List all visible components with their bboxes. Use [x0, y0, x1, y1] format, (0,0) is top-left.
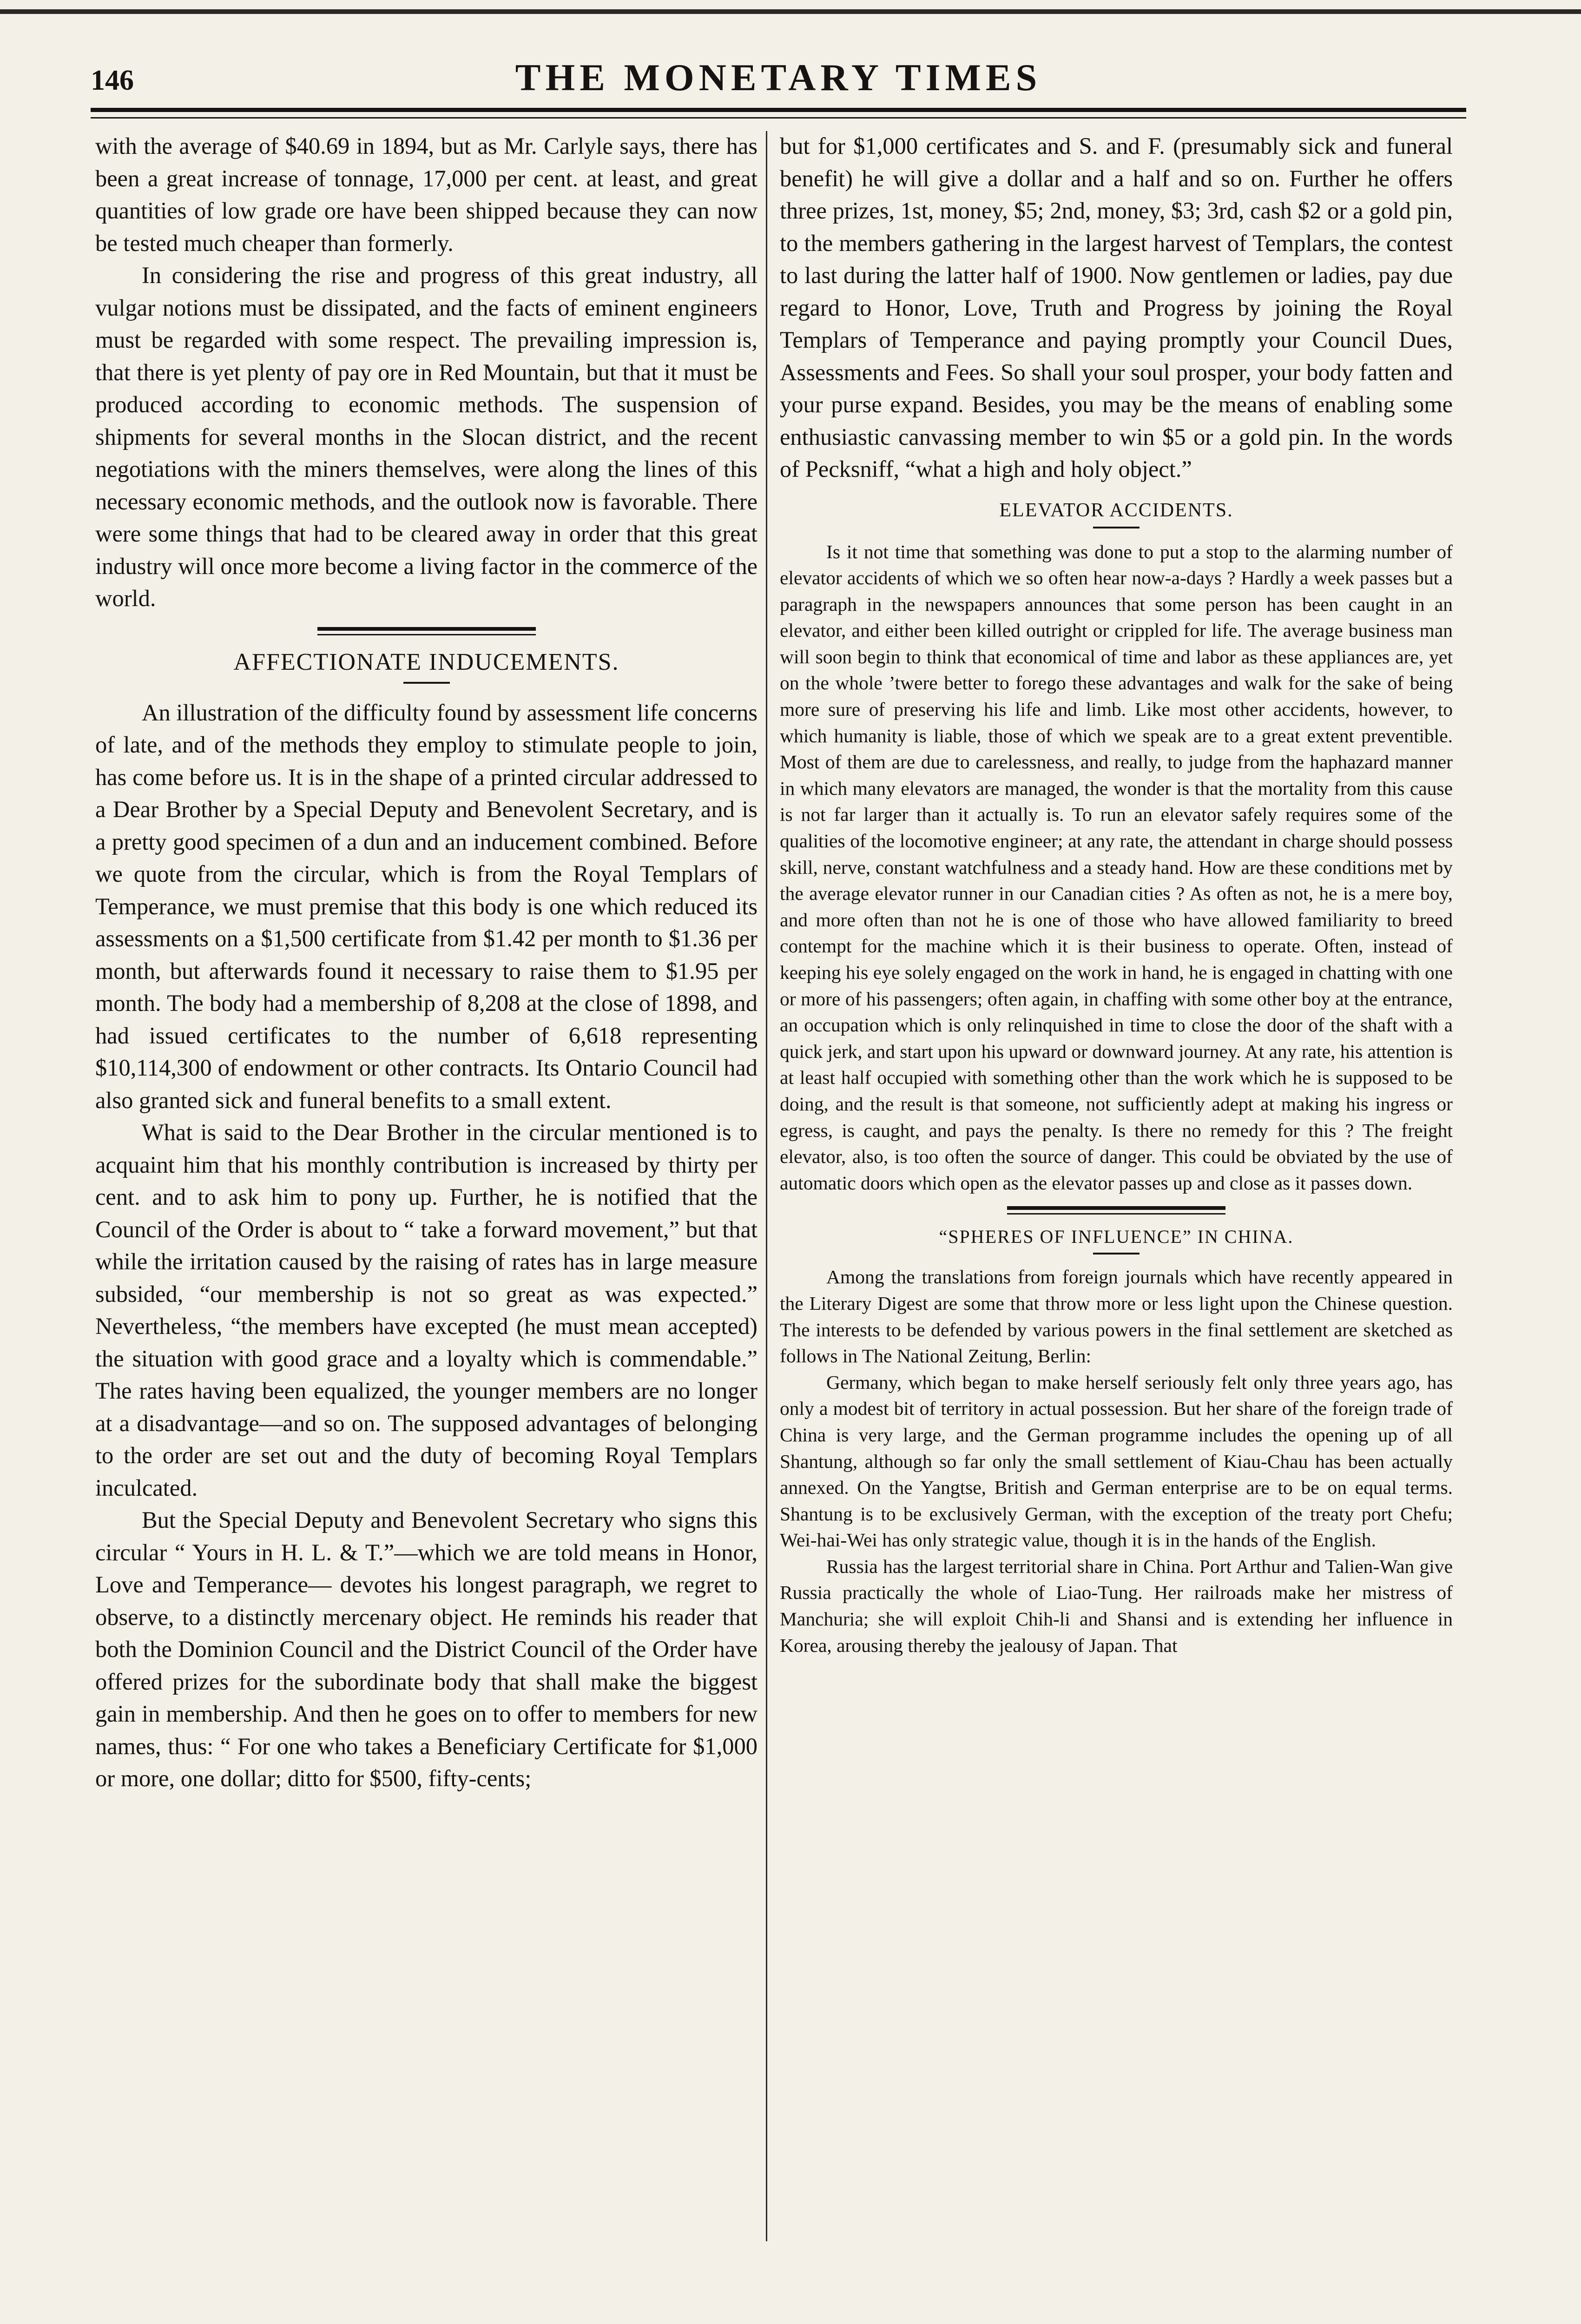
title-underline: [1093, 527, 1140, 528]
article-paragraph: Russia has the largest territorial share in China. Port Arthur and Talien-Wan give Russia practically the whole of Liao-Tung. Her railroads make her mistress of Manchuria; she will exploit Chih-li and Shansi and is extending her influence in Korea, arousing thereby the jealousy of Japan. That: [780, 1555, 1453, 1656]
title-underline: [403, 682, 450, 684]
page-number: 146: [91, 65, 134, 96]
article-paragraph: But the Special Deputy and Benevolent Secretary who signs this circular “ Yours in H. L. & T.”—which we are told means in Honor, Love and Temperance— devotes his longest paragraph, we regret to observe, to a distinctly mercenary object. He reminds his reader that both the Dominion Council and the District Council of the Order have offered prizes for the subordinate body that shall make the biggest gain in membership. And then he goes on to offer to members for new names, thus: “ For one who takes a Beneficiary Certificate for $1,000 or more, one dollar; ditto for $500, fifty-cents;: [95, 1507, 758, 1791]
header-rule-thin: [91, 117, 1466, 119]
article-paragraph: An illustration of the difficulty found by assessment life concerns of late, and of the methods they employ to stimulate people to join, has come before us. It is in the shape of a printed circular addressed to a Dear Brother by a Special Deputy and Benevolent Secretary, and is a pretty good specimen of a dun and an inducement combined. Before we quote from the circular, which is from the Royal Templars of Temperance, we must premise that this body is one which reduced its assessments on a $1,500 certificate from $1.42 per month to $1.36 per month, but afterwards found it necessary to raise them to $1.95 per month. The body had a membership of 8,208 at the close of 1898, and had issued certificates to the number of 6,618 representing $10,114,300 of endowment or other contracts. Its Ontario Council had also granted sick and funeral benefits to a small extent.: [95, 699, 758, 1113]
left-column: [95, 130, 758, 1795]
section-divider: [1007, 1206, 1225, 1219]
top-edge-rule: [0, 9, 1581, 14]
title-underline: [1093, 1253, 1140, 1254]
article-paragraph: In considering the rise and progress of this great industry, all vulgar notions must be dissipated, and the facts of eminent engineers must be regarded with some respect. The prevailing impression is, that there is yet plenty of pay ore in Red Mountain, but that it must be produced according to economic methods. The suspension of shipments for several months in the Slocan district, and the recent negotiations with the miners themselves, were along the lines of this necessary economic methods, and the outlook now is favorable. There were some things that had to be cleared away in order that this great industry will once more become a living factor in the commerce of the world.: [95, 262, 758, 611]
section-title-spheres-of-influence: “SPHERES OF INFLUENCE” IN CHINA.: [939, 1226, 1294, 1248]
section-divider: [317, 627, 536, 640]
header-rule-thick: [91, 108, 1466, 112]
paper-title: THE MONETARY TIMES: [515, 56, 1042, 99]
page-header: [91, 56, 1466, 107]
article-paragraph: What is said to the Dear Brother in the circular mentioned is to acquaint him that his monthly contribution is increased by thirty per cent. and to ask him to pony up. Further, he is notified that the Council of the Order is about to “ take a forward movement,” but that while the irritation caused by the raising of rates has in large measure subsided, “our membership is not so great as was expected.” Nevertheless, “the members have excepted (he must mean accepted) the situation with good grace and a loyalty which is commendable.” The rates having been equalized, the younger members are no longer at a disadvantage—and so on. The supposed advantages of belonging to the order are set out and the duty of becoming Royal Templars inculcated.: [95, 1119, 758, 1501]
section-title-affectionate-inducements: AFFECTIONATE INDUCEMENTS.: [233, 648, 619, 675]
column-divider: [766, 131, 767, 2241]
article-paragraph: Germany, which began to make herself seriously felt only three years ago, has only a modest bit of territory in actual possession. But her share of the foreign trade of China is very large, and the German programme includes the opening up of all Shantung, although so far only the small settlement of Kiau-Chau has been actually annexed. On the Yangtse, British and German enterprise are to be on equal terms. Shantung is to be exclusively German, with the exception of the treaty port Chefu; Wei-hai-Wei has only strategic value, though it is in the hands of the English.: [780, 1371, 1453, 1551]
section-title-elevator-accidents: ELEVATOR ACCIDENTS.: [999, 499, 1233, 521]
article-paragraph: Is it not time that something was done to put a stop to the alarming number of elevator accidents of which we so often hear now-a-days ? Hardly a week passes but a paragraph in the newspapers announces that some person has been caught in an elevator, and either been killed outright or crippled for life. The average business man will soon begin to think that economical of time and labor as these appliances are, yet on the whole ’twere better to forego these advantages and walk for the sake of being more sure of preserving his life and limb. Like most other accidents, however, to which humanity is liable, those of which we speak are to a great extent preventible. Most of them are due to carelessness, and really, to judge from the haphazard manner in which many elevators are managed, the wonder is that the mortality from this cause is not far larger than it actually is. To run an elevator safely requires some of the qualities of the locomotive engineer; at any rate, the attendant in charge should possess skill, nerve, constant watchfulness and a steady hand. How are these conditions met by the average elevator runner in our Canadian cities ? As often as not, he is a mere boy, and more often than not he is one of those who have allowed familiarity to breed contempt for the machine which it is their business to operate. Often, instead of keeping his eye solely engaged on the work in hand, he is engaged in chatting with one or more of his passengers; often again, in chaffing with some other boy at the entrance, an occupation which is only relinquished in time to close the door of the shaft with a quick jerk, and start upon his upward or downward journey. At any rate, his attention is at least half occupied with something other than the work which he is supposed to be doing, and the result is that someone, not sufficiently adept at making his ingress or egress, is caught, and pays the penalty. Is there no remedy for this ? The freight elevator, also, is too often the source of danger. This could be obviated by the use of automatic doors which open as the elevator passes up and close as it passes down.: [780, 541, 1453, 1194]
article-continuation-paragraph: but for $1,000 certificates and S. and F. (presumably sick and funeral benefit) he will give a dollar and a half and so on. Further he offers three prizes, 1st, money, $5; 2nd, money, $3; 3rd, cash $2 or a gold pin, to the members gathering in the largest harvest of Templars, the contest to last during the latter half of 1900. Now gentlemen or ladies, pay due regard to Honor, Love, Truth and Progress by joining the Royal Templars of Temperance and paying promptly your Council Dues, Assessments and Fees. So shall your soul prosper, your body fatten and your purse expand. Besides, you may be the means of enabling some enthusiastic canvassing member to win $5 or a gold pin. In the words of Pecksniff, “what a high and holy object.”: [780, 133, 1453, 482]
article-paragraph: Among the translations from foreign journals which have recently appeared in the Literary Digest are some that throw more or less light upon the Chinese question. The interests to be defended by various powers in the final settlement are sketched as follows in The National Zeitung, Berlin:: [780, 1266, 1453, 1367]
right-column: [780, 130, 1453, 1658]
article-continuation-paragraph: with the average of $40.69 in 1894, but as Mr. Carlyle says, there has been a great increase of tonnage, 17,000 per cent. at least, and great quantities of low grade ore have been shipped because they can now be tested much cheaper than formerly.: [95, 133, 758, 256]
